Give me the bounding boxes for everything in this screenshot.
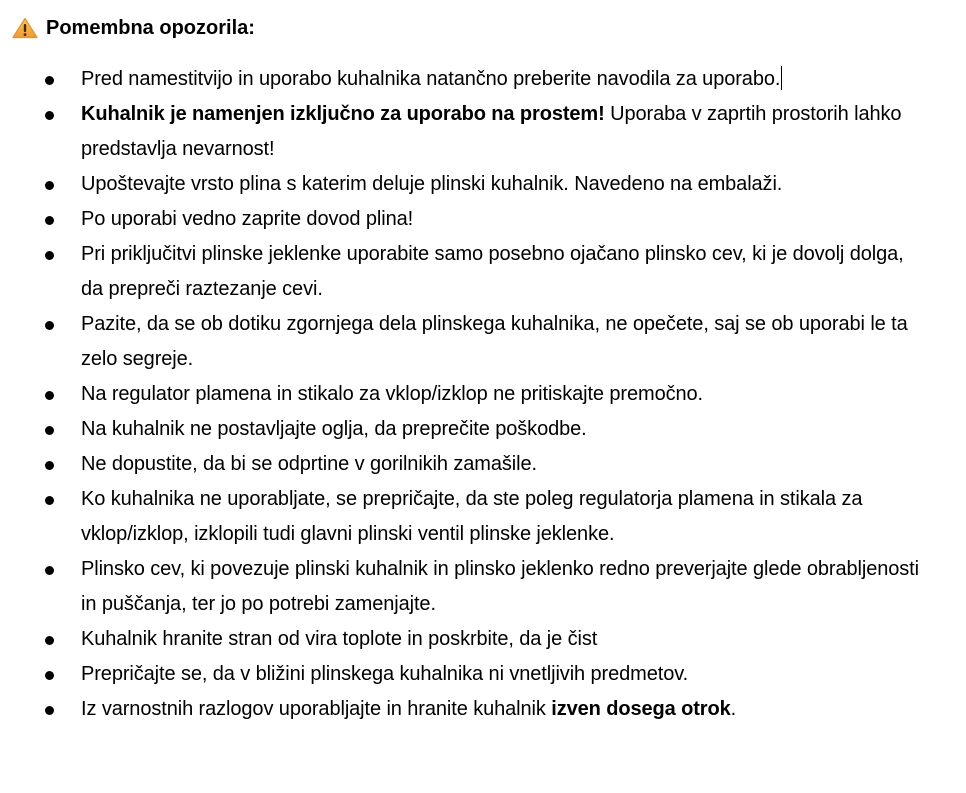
list-item[interactable] bbox=[0, 657, 930, 692]
item-text: Plinsko cev, ki povezuje plinski kuhalnik in plinsko jeklenko redno preverjajte glede obrabljenosti in puščanja, ter jo po potrebi zamenjajte. bbox=[81, 558, 919, 615]
list-item[interactable] bbox=[0, 377, 930, 412]
item-text: Ko kuhalnika ne uporabljate, se prepričajte, da ste poleg regulatorja plamena in stikala za vklop/izklop, izklopili tudi glavni plinski ventil plinske jeklenke. bbox=[81, 488, 863, 545]
item-text: Na regulator plamena in stikalo za vklop/izklop ne pritiskajte premočno. bbox=[81, 383, 703, 405]
item-text: Pazite, da se ob dotiku zgornjega dela plinskega kuhalnika, ne opečete, saj se ob uporabi le ta zelo segreje. bbox=[81, 313, 908, 370]
item-text: Upoštevajte vrsto plina s katerim deluje plinski kuhalnik. Navedeno na embalaži. bbox=[81, 173, 783, 195]
item-text: Uporaba v zaprtih prostorih lahko predstavlja nevarnost! bbox=[81, 103, 902, 160]
item-text: Prepričajte se, da v bližini plinskega kuhalnika ni vnetljivih predmetov. bbox=[81, 663, 689, 685]
item-text: Iz varnostnih razlogov uporabljajte in hranite kuhalnik bbox=[81, 698, 552, 720]
warnings-list bbox=[0, 62, 930, 727]
bullet-icon bbox=[45, 251, 54, 260]
item-text: Pri priključitvi plinske jeklenke uporabite samo posebno ojačano plinsko cev, ki je dovolj dolga, da prepreči raztezanje cevi. bbox=[81, 243, 904, 300]
list-item[interactable] bbox=[0, 482, 930, 552]
bullet-icon bbox=[45, 496, 54, 505]
item-text: Kuhalnik hranite stran od vira toplote in poskrbite, da je čist bbox=[81, 628, 598, 650]
list-item[interactable] bbox=[0, 62, 930, 97]
item-text: Pred namestitvijo in uporabo kuhalnika natančno preberite navodila za uporabo. bbox=[81, 68, 781, 90]
warnings-heading bbox=[12, 14, 255, 42]
heading-title: Pomembna opozorila: bbox=[46, 17, 255, 39]
text-cursor bbox=[781, 66, 782, 90]
list-item[interactable] bbox=[0, 412, 930, 447]
bullet-icon bbox=[45, 76, 54, 85]
bullet-icon bbox=[45, 461, 54, 470]
item-bold-text: Kuhalnik je namenjen izključno za uporabo na prostem! bbox=[81, 103, 605, 125]
bullet-icon bbox=[45, 321, 54, 330]
list-item[interactable] bbox=[0, 97, 930, 167]
bullet-icon bbox=[45, 391, 54, 400]
warning-icon bbox=[12, 17, 38, 39]
list-item[interactable] bbox=[0, 692, 930, 727]
list-item[interactable] bbox=[0, 202, 930, 237]
bullet-icon bbox=[45, 426, 54, 435]
bullet-icon bbox=[45, 636, 54, 645]
list-item[interactable] bbox=[0, 622, 930, 657]
list-item[interactable] bbox=[0, 167, 930, 202]
bullet-icon bbox=[45, 111, 54, 120]
bullet-icon bbox=[45, 181, 54, 190]
bullet-icon bbox=[45, 706, 54, 715]
item-text: Na kuhalnik ne postavljajte oglja, da preprečite poškodbe. bbox=[81, 418, 587, 440]
bullet-icon bbox=[45, 216, 54, 225]
item-text-end: . bbox=[730, 698, 737, 720]
item-text: Po uporabi vedno zaprite dovod plina! bbox=[81, 208, 414, 230]
list-item[interactable] bbox=[0, 552, 930, 622]
bullet-icon bbox=[45, 671, 54, 680]
list-item[interactable] bbox=[0, 237, 930, 307]
list-item[interactable] bbox=[0, 447, 930, 482]
item-bold-text: izven dosega otrok bbox=[551, 698, 731, 720]
list-item[interactable] bbox=[0, 307, 930, 377]
item-text: Ne dopustite, da bi se odprtine v gorilnikih zamašile. bbox=[81, 453, 537, 475]
bullet-icon bbox=[45, 566, 54, 575]
